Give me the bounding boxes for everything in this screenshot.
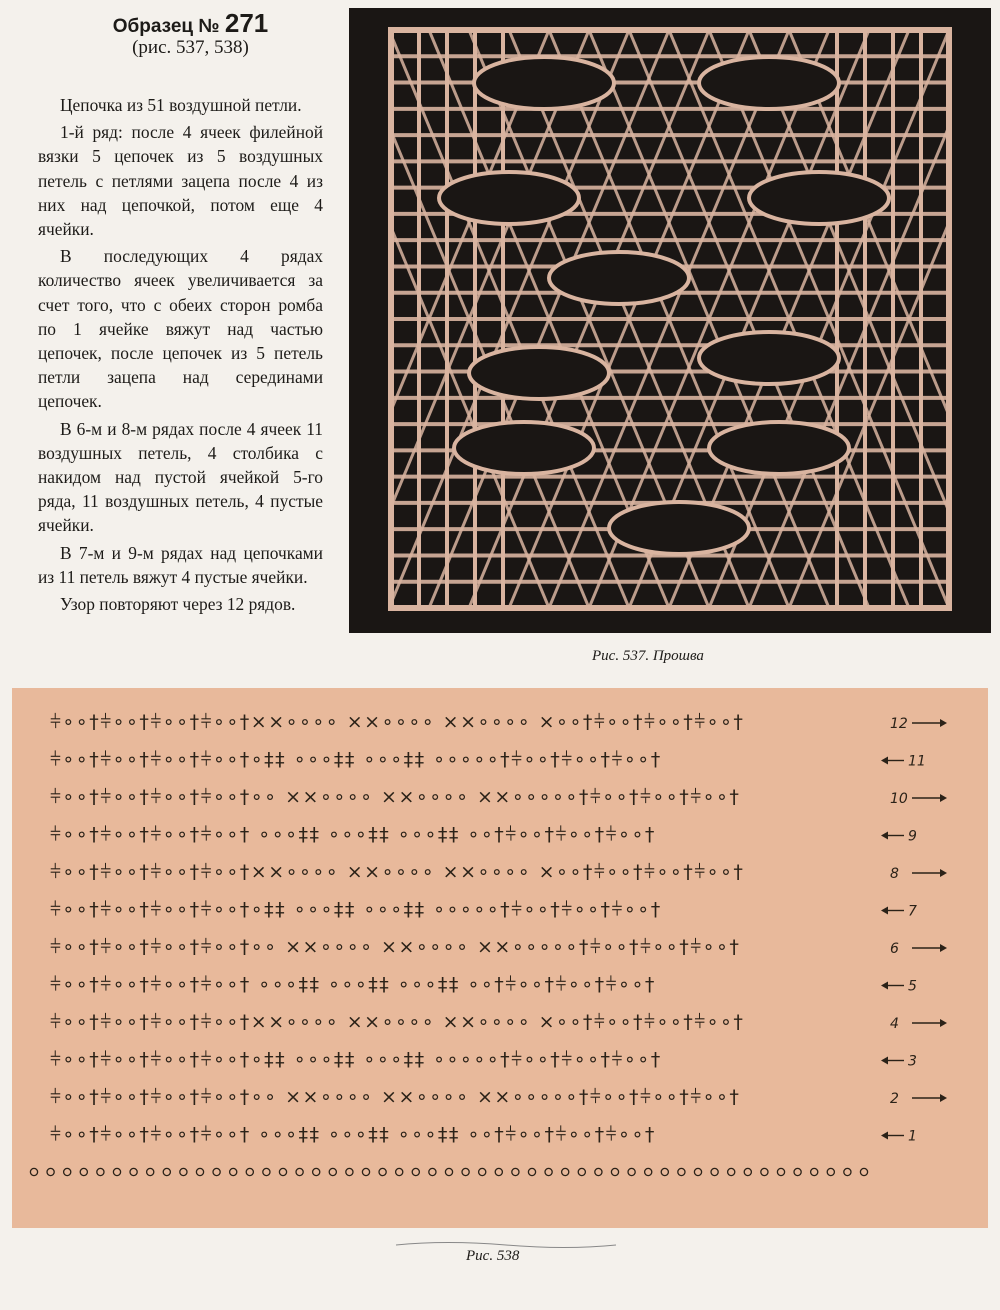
instruction-paragraph: В 7-м и 9-м рядах над цепочками из 11 петель вяжут 4 пустые ячейки. [38, 542, 323, 587]
chart-row-symbols: ⫩∘∘†⫩∘∘†⫩∘∘†⫩∘∘†∘∘ ××∘∘∘∘ ××∘∘∘∘ ××∘∘∘∘∘†⫩∘∘†⫩∘∘†⫩∘∘† [50, 786, 741, 808]
chart-row [50, 861, 947, 883]
arrowhead-left-icon [881, 982, 888, 990]
chain-stitch [827, 1168, 834, 1175]
chart-row [50, 824, 917, 846]
chain-stitch [279, 1168, 286, 1175]
chain-stitch [611, 1168, 618, 1175]
chart-row [50, 711, 947, 733]
arrowhead-right-icon [940, 719, 947, 727]
chart-row-symbols: ⫩∘∘†⫩∘∘†⫩∘∘†⫩∘∘†××∘∘∘∘ ××∘∘∘∘ ××∘∘∘∘ ×∘∘†⫩∘∘†⫩∘∘†⫩∘∘† [50, 1011, 745, 1033]
chain-stitch [811, 1168, 818, 1175]
chart-row-symbols: ⫩∘∘†⫩∘∘†⫩∘∘†⫩∘∘†∘‡‡ ∘∘∘‡‡ ∘∘∘‡‡ ∘∘∘∘∘†⫩∘∘†⫩∘∘†⫩∘∘† [50, 748, 662, 771]
chain-stitch [694, 1168, 701, 1175]
chart-row-symbols: ⫩∘∘†⫩∘∘†⫩∘∘†⫩∘∘†∘∘ ××∘∘∘∘ ××∘∘∘∘ ××∘∘∘∘∘†⫩∘∘†⫩∘∘†⫩∘∘† [50, 936, 741, 958]
chain-stitch [479, 1168, 486, 1175]
chain-stitch [645, 1168, 652, 1175]
chart-row [50, 1049, 917, 1071]
title-number: 271 [224, 8, 269, 38]
chart-caption: Рис. 538 [466, 1248, 520, 1264]
chain-stitch [445, 1168, 452, 1175]
chain-stitch [412, 1168, 419, 1175]
row-number-label: 6 [890, 941, 899, 957]
lace-mesh [349, 30, 991, 608]
chain-stitch [313, 1168, 320, 1175]
foundation-chain [30, 1168, 867, 1175]
chain-stitch [97, 1168, 104, 1175]
chain-stitch [562, 1168, 569, 1175]
chain-stitch [163, 1168, 170, 1175]
chain-stitch [429, 1168, 436, 1175]
chain-stitch [246, 1168, 253, 1175]
chain-stitch [130, 1168, 137, 1175]
chart-row [50, 749, 926, 771]
pattern-title [58, 8, 323, 39]
chain-stitch [147, 1168, 154, 1175]
chart-row-symbols: ⫩∘∘†⫩∘∘†⫩∘∘†⫩∘∘†∘‡‡ ∘∘∘‡‡ ∘∘∘‡‡ ∘∘∘∘∘†⫩∘∘†⫩∘∘†⫩∘∘† [50, 898, 662, 921]
instruction-paragraph: В последующих 4 рядах количество ячеек увеличивается за счет того, что с обеих сторон ромба по 1 ячейке вяжут над частью цепочек, после цепочек из 5 петель петли зацепа над серединами цепочек. [38, 246, 323, 412]
chain-stitch [329, 1168, 336, 1175]
row-number-label: 1 [908, 1128, 917, 1145]
chain-stitch [545, 1168, 552, 1175]
chain-stitch [728, 1168, 735, 1175]
chart-row-symbols: ⫩∘∘†⫩∘∘†⫩∘∘†⫩∘∘†××∘∘∘∘ ××∘∘∘∘ ××∘∘∘∘ ×∘∘†⫩∘∘†⫩∘∘†⫩∘∘† [50, 711, 745, 733]
row-number-label: 8 [890, 866, 899, 882]
instruction-paragraph: 1-й ряд: после 4 ячеек филейной вязки 5 цепочек из 5 воздушных петель с петлями зацепа после 4 из них над цепочкой, потом еще 4 ячейки. [38, 122, 323, 240]
arrowhead-left-icon [881, 1132, 888, 1140]
chart-row [50, 936, 947, 958]
lace-photo-drawing [349, 8, 991, 633]
chart-row [50, 899, 917, 921]
chain-stitch [528, 1168, 535, 1175]
chart-row [50, 786, 947, 808]
chart-row-symbols: ⫩∘∘†⫩∘∘†⫩∘∘†⫩∘∘†∘‡‡ ∘∘∘‡‡ ∘∘∘‡‡ ∘∘∘∘∘†⫩∘∘†⫩∘∘†⫩∘∘† [50, 1048, 662, 1071]
row-number-label: 9 [908, 828, 917, 845]
arrowhead-right-icon [940, 1019, 947, 1027]
chain-stitch [113, 1168, 120, 1175]
chain-stitch [64, 1168, 71, 1175]
chain-stitch [296, 1168, 303, 1175]
chart-row [50, 1124, 917, 1146]
chain-stitch [263, 1168, 270, 1175]
chain-stitch [512, 1168, 519, 1175]
crochet-chart-drawing [12, 688, 988, 1228]
chain-stitch [196, 1168, 203, 1175]
chart-row-symbols: ⫩∘∘†⫩∘∘†⫩∘∘†⫩∘∘† ∘∘∘‡‡ ∘∘∘‡‡ ∘∘∘‡‡ ∘∘†⫩∘∘†⫩∘∘†⫩∘∘† [50, 973, 656, 996]
chain-stitch [628, 1168, 635, 1175]
instruction-paragraph: Цепочка из 51 воздушной петли. [60, 95, 302, 115]
chain-stitch [346, 1168, 353, 1175]
row-number-label: 12 [890, 716, 908, 732]
pattern-subtitle: (рис. 537, 538) [132, 37, 249, 58]
instruction-paragraph: В 6-м и 8-м рядах после 4 ячеек 11 воздушных петель, 4 столбика с накидом над пустой ячейкой 5-го ряда, 11 воздушных петель, 4 пустые ячейки. [38, 418, 323, 536]
chain-stitch [396, 1168, 403, 1175]
chain-stitch [744, 1168, 751, 1175]
row-number-label: 3 [908, 1053, 917, 1070]
row-number-label: 7 [908, 903, 917, 920]
chain-stitch [595, 1168, 602, 1175]
chain-stitch [180, 1168, 187, 1175]
chart-row-symbols: ⫩∘∘†⫩∘∘†⫩∘∘†⫩∘∘† ∘∘∘‡‡ ∘∘∘‡‡ ∘∘∘‡‡ ∘∘†⫩∘∘†⫩∘∘†⫩∘∘† [50, 1123, 656, 1146]
chart-rows [50, 711, 947, 1146]
chain-stitch [794, 1168, 801, 1175]
crochet-chart [12, 688, 988, 1228]
chain-stitch [230, 1168, 237, 1175]
arrowhead-left-icon [881, 757, 888, 765]
arrowhead-left-icon [881, 907, 888, 915]
row-number-label: 4 [890, 1016, 899, 1032]
chart-row [50, 1011, 947, 1033]
chain-stitch [578, 1168, 585, 1175]
chain-stitch [47, 1168, 54, 1175]
pattern-text-column [38, 8, 323, 619]
chart-row-symbols: ⫩∘∘†⫩∘∘†⫩∘∘†⫩∘∘†××∘∘∘∘ ××∘∘∘∘ ××∘∘∘∘ ×∘∘†⫩∘∘†⫩∘∘†⫩∘∘† [50, 861, 745, 883]
row-number-label: 5 [908, 978, 917, 995]
chart-row [50, 1086, 947, 1108]
chart-row-symbols: ⫩∘∘†⫩∘∘†⫩∘∘†⫩∘∘† ∘∘∘‡‡ ∘∘∘‡‡ ∘∘∘‡‡ ∘∘†⫩∘∘†⫩∘∘†⫩∘∘† [50, 823, 656, 846]
instruction-paragraph: Узор повторяют через 12 рядов. [60, 594, 296, 615]
chain-stitch [30, 1168, 37, 1175]
chain-stitch [678, 1168, 685, 1175]
chain-stitch [462, 1168, 469, 1175]
chain-stitch [495, 1168, 502, 1175]
arrowhead-left-icon [881, 1057, 888, 1065]
chain-stitch [213, 1168, 220, 1175]
chain-stitch [844, 1168, 851, 1175]
lace-photo [349, 8, 991, 633]
row-number-label: 10 [890, 791, 908, 807]
chain-stitch [379, 1168, 386, 1175]
title-prefix: Образец № [112, 16, 220, 37]
chain-stitch [80, 1168, 87, 1175]
chart-row [50, 974, 917, 996]
arrowhead-right-icon [940, 944, 947, 952]
chart-row-symbols: ⫩∘∘†⫩∘∘†⫩∘∘†⫩∘∘†∘∘ ××∘∘∘∘ ××∘∘∘∘ ××∘∘∘∘∘†⫩∘∘†⫩∘∘†⫩∘∘† [50, 1086, 741, 1108]
arrowhead-right-icon [940, 869, 947, 877]
arrowhead-left-icon [881, 832, 888, 840]
chain-stitch [711, 1168, 718, 1175]
arrowhead-right-icon [940, 794, 947, 802]
row-number-label: 2 [890, 1091, 899, 1107]
chain-stitch [362, 1168, 369, 1175]
instructions [38, 93, 323, 616]
chain-stitch [860, 1168, 867, 1175]
chain-stitch [661, 1168, 668, 1175]
arrowhead-right-icon [940, 1094, 947, 1102]
chain-stitch [777, 1168, 784, 1175]
row-number-label: 11 [908, 753, 926, 770]
photo-caption: Рис. 537. Прошва [592, 648, 704, 664]
chain-stitch [761, 1168, 768, 1175]
